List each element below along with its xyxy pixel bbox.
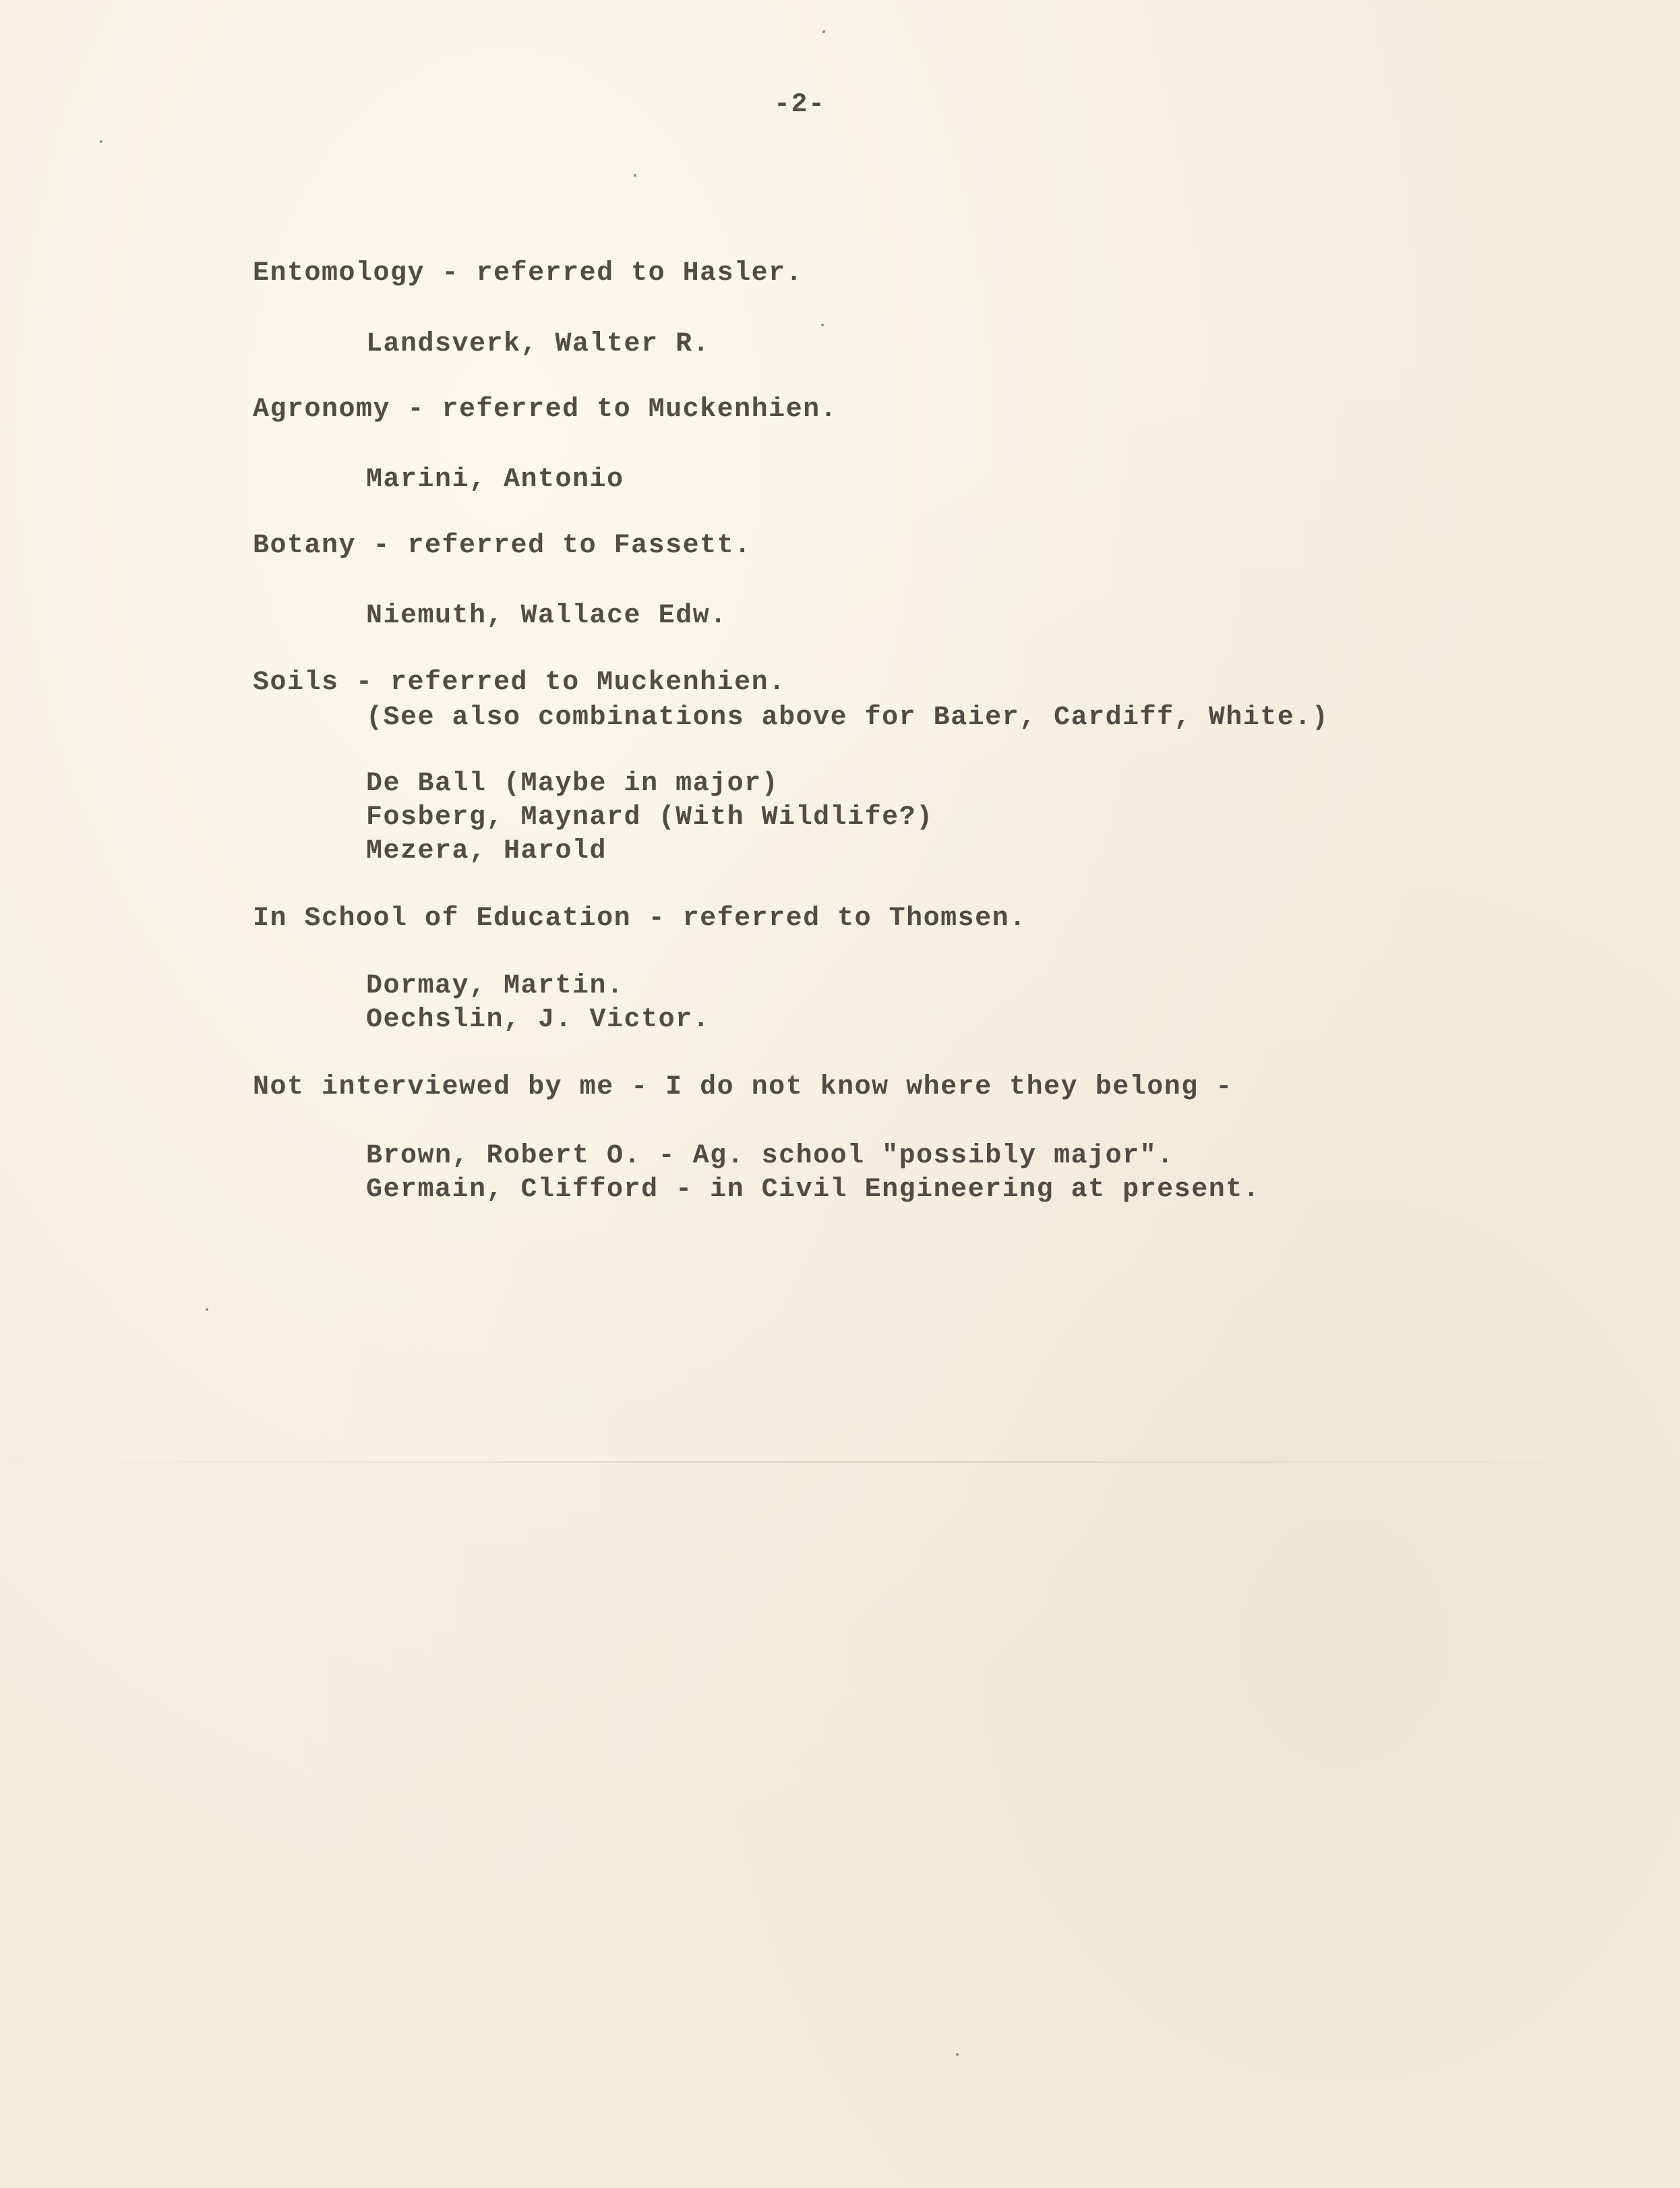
- page-number: -2-: [774, 90, 826, 120]
- section-heading-entomology: Entomology - referred to Hasler.: [253, 258, 804, 289]
- section-heading-not-interviewed: Not interviewed by me - I do not know where they belong -: [253, 1072, 1233, 1102]
- ink-speck: [206, 1308, 208, 1311]
- section-note-soils: (See also combinations above for Baier, Cardiff, White.): [366, 703, 1329, 733]
- ink-speck: [634, 174, 636, 177]
- list-item: Germain, Clifford - in Civil Engineering at present.: [366, 1175, 1261, 1205]
- list-item: Brown, Robert O. - Ag. school "possibly major".: [366, 1141, 1174, 1171]
- list-item: De Ball (Maybe in major): [366, 769, 779, 799]
- ink-speck: [822, 30, 825, 33]
- list-item: Niemuth, Wallace Edw.: [366, 601, 727, 631]
- section-heading-soils: Soils - referred to Muckenhien.: [253, 668, 786, 698]
- list-item: Oechslin, J. Victor.: [366, 1005, 711, 1035]
- list-item: Mezera, Harold: [366, 836, 607, 866]
- list-item: Landsverk, Walter R.: [366, 329, 711, 359]
- ink-speck: [821, 324, 824, 326]
- ink-speck: [956, 2053, 959, 2056]
- list-item: Dormay, Martin.: [366, 971, 624, 1001]
- fold-crease: [0, 1461, 1680, 1463]
- list-item: Marini, Antonio: [366, 465, 624, 495]
- section-heading-botany: Botany - referred to Fassett.: [253, 531, 752, 561]
- list-item: Fosberg, Maynard (With Wildlife?): [366, 802, 934, 833]
- section-heading-agronomy: Agronomy - referred to Muckenhien.: [253, 394, 838, 425]
- section-heading-education: In School of Education - referred to Thomsen.: [253, 904, 1027, 934]
- ink-speck: [100, 140, 102, 143]
